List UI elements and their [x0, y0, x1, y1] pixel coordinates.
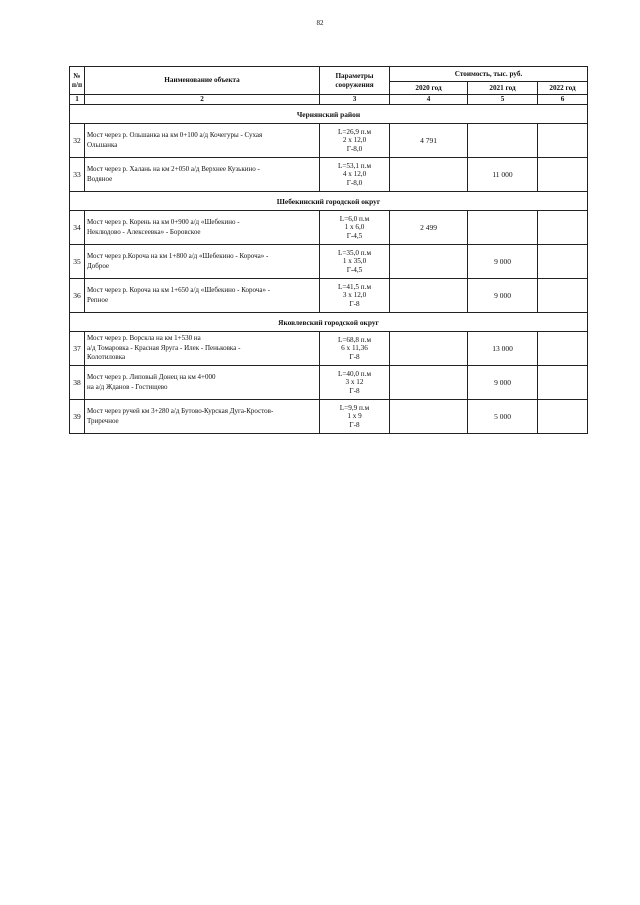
- section-row: [70, 313, 588, 332]
- object-params: L=40,0 п.м 3 х 12 Г-8: [320, 366, 390, 400]
- table-row: [70, 245, 588, 279]
- row-number: 37: [70, 332, 85, 366]
- row-number: 32: [70, 124, 85, 158]
- column-number-row: [70, 95, 588, 105]
- header-year-2021: 2021 год: [468, 82, 538, 95]
- cost-2021: 9 000: [468, 245, 538, 279]
- section-row: [70, 192, 588, 211]
- row-number: 39: [70, 400, 85, 434]
- cost-2021: 11 000: [468, 158, 538, 192]
- object-params: L=9,9 п.м 1 х 9 Г-8: [320, 400, 390, 434]
- header-num: № п/п: [70, 67, 85, 95]
- cost-2022: [538, 366, 588, 400]
- cost-2022: [538, 400, 588, 434]
- row-number: 33: [70, 158, 85, 192]
- cost-2022: [538, 158, 588, 192]
- cost-2020: 4 791: [390, 124, 468, 158]
- section-title: Шебекинский городской округ: [70, 192, 588, 211]
- cost-2021: 9 000: [468, 279, 538, 313]
- table-row: [70, 279, 588, 313]
- header-name: Наименование объекта: [85, 67, 320, 95]
- page-number: 82: [316, 19, 324, 27]
- row-number: 36: [70, 279, 85, 313]
- column-number: 3: [320, 95, 390, 105]
- cost-2021: 13 000: [468, 332, 538, 366]
- table-row: [70, 332, 588, 366]
- cost-2020: [390, 158, 468, 192]
- column-number: 2: [85, 95, 320, 105]
- cost-2022: [538, 279, 588, 313]
- table-row: [70, 124, 588, 158]
- object-params: L=6,0 п.м 1 х 6,0 Г-4,5: [320, 211, 390, 245]
- object-name: Мост через р. Корень на км 0+900 а/д «Шебекино - Неклюдово - Алексеевка» - Боровское: [85, 211, 320, 245]
- section-title: Яковлевский городской округ: [70, 313, 588, 332]
- object-params: L=35,0 п.м 1 х 35,0 Г-4,5: [320, 245, 390, 279]
- cost-2022: [538, 245, 588, 279]
- cost-2020: [390, 332, 468, 366]
- object-name: Мост через р. Ольшанка на км 0+100 а/д Кочегуры - Сухая Ольшанка: [85, 124, 320, 158]
- object-params: L=41,5 п.м 3 х 12,0 Г-8: [320, 279, 390, 313]
- cost-2021: 5 000: [468, 400, 538, 434]
- header-row: [70, 67, 588, 82]
- section-row: [70, 105, 588, 124]
- object-params: L=53,1 п.м 4 х 12,0 Г-8,0: [320, 158, 390, 192]
- column-number: 5: [468, 95, 538, 105]
- object-params: L=26,9 п.м 2 х 12,0 Г-8,0: [320, 124, 390, 158]
- cost-2021: 9 000: [468, 366, 538, 400]
- object-name: Мост через р. Короча на км 1+650 а/д «Шебекино - Короча» - Репное: [85, 279, 320, 313]
- header-year-2022: 2022 год: [538, 82, 588, 95]
- column-number: 1: [70, 95, 85, 105]
- cost-2020: [390, 279, 468, 313]
- object-name: Мост через р. Халань на км 2+050 а/д Верхнее Кузькино - Водяное: [85, 158, 320, 192]
- row-number: 38: [70, 366, 85, 400]
- object-name: Мост через р.Короча на км 1+800 а/д «Шебекино - Короча» - Доброе: [85, 245, 320, 279]
- row-number: 35: [70, 245, 85, 279]
- object-name: Мост через ручей км 3+280 а/д Бутово-Курская Дуга-Кростов- Триречное: [85, 400, 320, 434]
- object-name: Мост через р. Липовый Донец на км 4+000 на а/д Жданов - Гостищево: [85, 366, 320, 400]
- section-title: Чернянский район: [70, 105, 588, 124]
- cost-2022: [538, 211, 588, 245]
- table-row: [70, 211, 588, 245]
- cost-2022: [538, 332, 588, 366]
- object-name: Мост через р. Ворскла на км 1+530 на а/д Томаровка - Красная Яруга - Илек - Пеньковка - Колотиловка: [85, 332, 320, 366]
- column-number: 6: [538, 95, 588, 105]
- object-params: L=68,8 п.м 6 х 11,36 Г-8: [320, 332, 390, 366]
- header-cost: Стоимость, тыс. руб.: [390, 67, 588, 82]
- bridge-cost-table: [69, 66, 588, 434]
- table-row: [70, 158, 588, 192]
- cost-2020: [390, 400, 468, 434]
- table-row: [70, 366, 588, 400]
- cost-2020: [390, 245, 468, 279]
- row-number: 34: [70, 211, 85, 245]
- header-year-2020: 2020 год: [390, 82, 468, 95]
- header-params: Параметры сооружения: [320, 67, 390, 95]
- cost-2020: [390, 366, 468, 400]
- cost-2022: [538, 124, 588, 158]
- cost-2020: 2 499: [390, 211, 468, 245]
- cost-2021: [468, 124, 538, 158]
- column-number: 4: [390, 95, 468, 105]
- cost-2021: [468, 211, 538, 245]
- table-row: [70, 400, 588, 434]
